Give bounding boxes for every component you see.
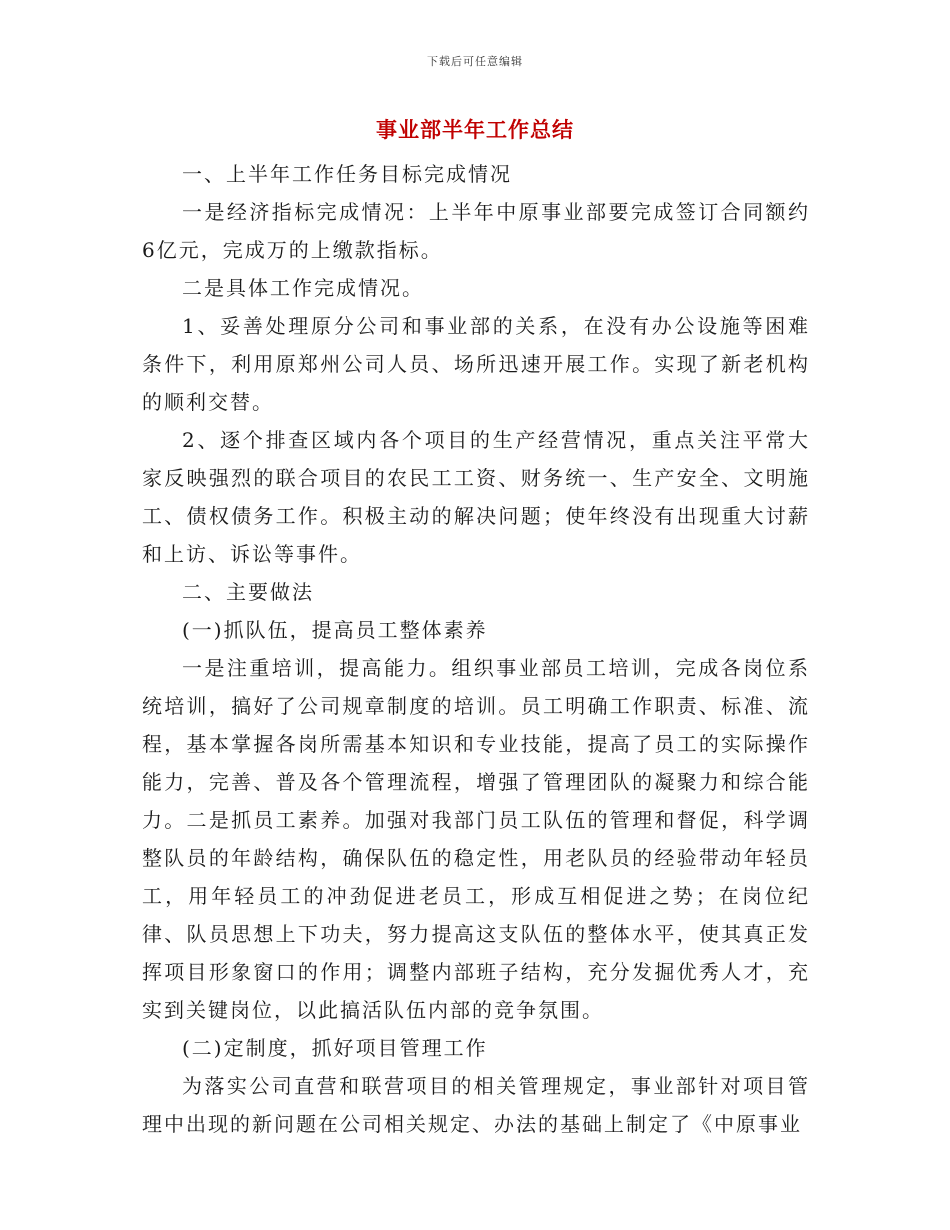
document-title: 事业部半年工作总结 (376, 117, 574, 142)
paragraph-economic-indicators: 一是经济指标完成情况：上半年中原事业部要完成签订合同额约6亿元，完成万的上缴款指标。 (142, 200, 810, 262)
header-note: 下载后可任意编辑 (427, 55, 523, 68)
paragraph-section-2-heading: 二、主要做法 (182, 580, 314, 604)
paragraph-item-1: 1、妥善处理原分公司和事业部的关系，在没有办公设施等困难条件下，利用原郑州公司人员、场所迅速开展工作。实现了新老机构的顺利交替。 (142, 314, 810, 414)
paragraph-subsection-2-heading: (二)定制度，抓好项目管理工作 (182, 1036, 488, 1060)
paragraph-project-management: 为落实公司直营和联营项目的相关管理规定，事业部针对项目管理中出现的新问题在公司相关规定、办法的基础上制定了《中原事业 (142, 1074, 810, 1136)
paragraph-training: 一是注重培训，提高能力。组织事业部员工培训，完成各岗位系统培训，搞好了公司规章制度的培训。员工明确工作职责、标准、流程，基本掌握各岗所需基本知识和专业技能，提高了员工的实际操作能力，完善、普及各个管理流程，增强了管理团队的凝聚力和综合能力。二是抓员工素养。加强对我部门员工队伍的管理和督促，科学调整队员的年龄结构，确保队伍的稳定性，用老队员的经验带动年轻员工，用年轻员工的冲劲促进老员工，形成互相促进之势；在岗位纪律、队员思想上下功夫，努力提高这支队伍的整体水平，使其真正发挥项目形象窗口的作用；调整内部班子结构，充分发掘优秀人才，充实到关键岗位，以此搞活队伍内部的竞争氛围。 (142, 656, 810, 1022)
paragraph-section-1-heading: 一、上半年工作任务目标完成情况 (182, 162, 512, 186)
document-body (142, 155, 810, 1143)
paragraph-item-2: 2、逐个排查区域内各个项目的生产经营情况，重点关注平常大家反映强烈的联合项目的农民工工资、财务统一、生产安全、文明施工、债权债务工作。积极主动的解决问题；使年终没有出现重大讨薪和上访、诉讼等事件。 (142, 428, 810, 566)
paragraph-specific-work: 二是具体工作完成情况。 (182, 276, 424, 300)
paragraph-subsection-1-heading: (一)抓队伍，提高员工整体素养 (182, 618, 488, 642)
